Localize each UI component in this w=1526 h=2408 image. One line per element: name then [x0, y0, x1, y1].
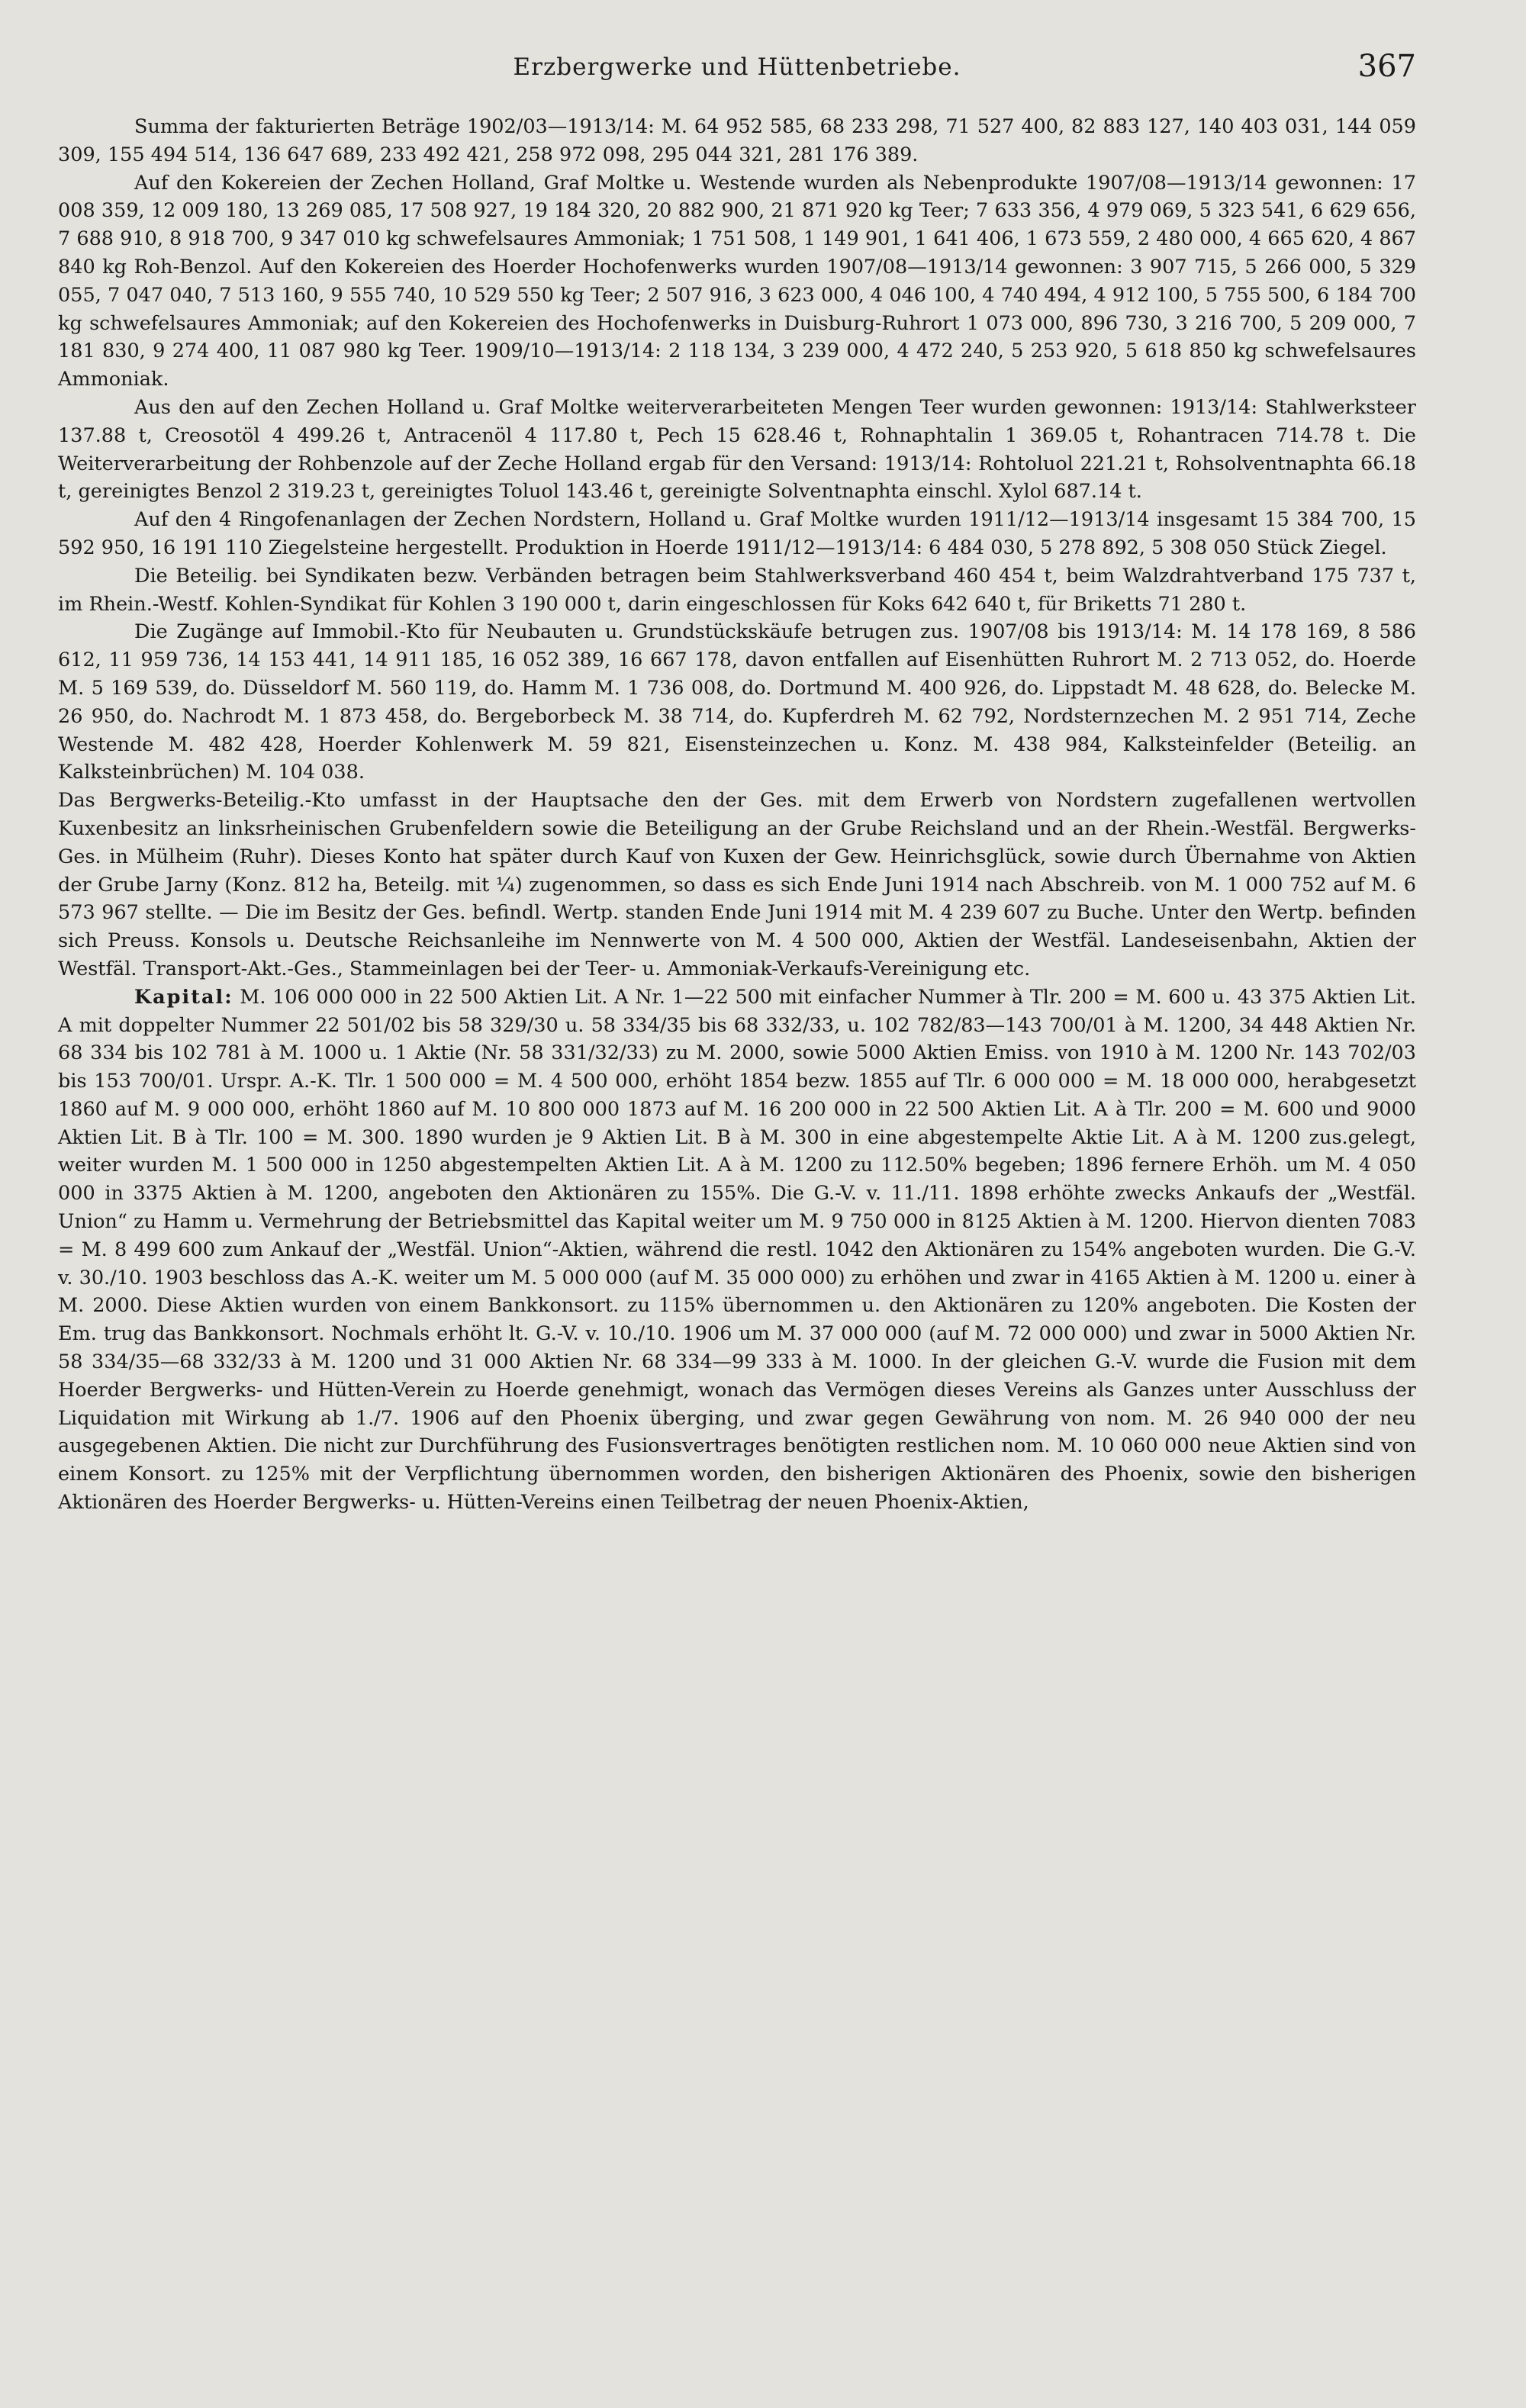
paragraph-bergwerks-beteilig: Das Bergwerks-Beteilig.-Kto umfasst in der Hauptsache den der Ges. mit dem Erwerb von Nordstern zugefallenen wertvollen Kuxenbesitz an linksrheinischen Grubenfeldern sowie die Beteiligung an der Grube Reichsland und an der Rhein.-Westfäl. Bergwerks-Ges. in Mülheim (Ruhr). Dieses Konto hat später durch Kauf von Kuxen der Gew. Heinrichsglück, sowie durch Übernahme von Aktien der Grube Jarny (Konz. 812 ha, Beteilg. mit ¼) zugenommen, so dass es sich Ende Juni 1914 nach Abschreib. von M. 1 000 752 auf M. 6 573 967 stellte. — Die im Besitz der Ges. befindl. Wertp. standen Ende Juni 1914 mit M. 4 239 607 zu Buche. Unter den Wertp. befinden sich Preuss. Konsols u. Deutsche Reichsanleihe im Nennwerte von M. 4 500 000, Aktien der Westfäl. Landeseisenbahn, Aktien der Westfäl. Transport-Akt.-Ges., Stammeinlagen bei der Teer- u. Ammoniak-Verkaufs-Vereinigung etc. [58, 789, 1416, 980]
paragraph-zugaenge-immobil: Die Zugänge auf Immobil.-Kto für Neubauten u. Grundstückskäufe betrugen zus. 1907/08 bis 1913/14: M. 14 178 169, 8 586 612, 11 959 736, 14 153 441, 14 911 185, 16 052 389, 16 667 178, davon entfallen auf Eisenhütten Ruhrort M. 2 713 052, do. Hoerde M. 5 169 539, do. Düsseldorf M. 560 119, do. Hamm M. 1 736 008, do. Dortmund M. 400 926, do. Lippstadt M. 48 628, do. Belecke M. 26 950, do. Nachrodt M. 1 873 458, do. Bergeborbeck M. 38 714, do. Kupferdreh M. 62 792, Nordsternzechen M. 2 951 714, Zeche Westende M. 482 428, Hoerder Kohlenwerk M. 59 821, Eisensteinzechen u. Konz. M. 438 984, Kalksteinfelder (Beteilig. an Kalksteinbrüchen) M. 104 038. [58, 620, 1416, 784]
page-body [58, 113, 1416, 1517]
paragraph-teer-verarbeitung: Aus den auf den Zechen Holland u. Graf Moltke weiterverarbeiteten Mengen Teer wurden gewonnen: 1913/14: Stahlwerksteer 137.88 t, Creosotöl 4 499.26 t, Antracenöl 4 117.80 t, Pech 15 628.46 t, Rohnaphtalin 1 369.05 t, Rohantracen 714.78 t. Die Weiterverarbeitung der Rohbenzole auf der Zeche Holland ergab für den Versand: 1913/14: Rohtoluol 221.21 t, Rohsolventnaphta 66.18 t, gereinigtes Benzol 2 319.23 t, gereinigtes Toluol 143.46 t, gereinigte Solventnaphta einschl. Xylol 687.14 t. [58, 395, 1416, 504]
paragraph-summa: Summa der fakturierten Beträge 1902/03—1913/14: M. 64 952 585, 68 233 298, 71 527 400, 82 883 127, 140 403 031, 144 059 309, 155 494 514, 136 647 689, 233 492 421, 258 972 098, 295 044 321, 281 176 389. [58, 115, 1416, 166]
running-title: Erzbergwerke und Hüttenbetriebe. [513, 53, 961, 81]
paragraph-kokereien: Auf den Kokereien der Zechen Holland, Graf Moltke u. Westende wurden als Nebenprodukte 1907/08—1913/14 gewonnen: 17 008 359, 12 009 180, 13 269 085, 17 508 927, 19 184 320, 20 882 900, 21 871 920 kg Teer; 7 633 356, 4 979 069, 5 323 541, 6 629 656, 7 688 910, 8 918 700, 9 347 010 kg schwefelsaures Ammoniak; 1 751 508, 1 149 901, 1 641 406, 1 673 559, 2 480 000, 4 665 620, 4 867 840 kg Roh-Benzol. Auf den Kokereien des Hoerder Hochofenwerks wurden 1907/08—1913/14 gewonnen: 3 907 715, 5 266 000, 5 329 055, 7 047 040, 7 513 160, 9 555 740, 10 529 550 kg Teer; 2 507 916, 3 623 000, 4 046 100, 4 740 494, 4 912 100, 5 755 500, 6 184 700 kg schwefelsaures Ammoniak; auf den Kokereien des Hochofenwerks in Duisburg-Ruhrort 1 073 000, 896 730, 3 216 700, 5 209 000, 7 181 830, 9 274 400, 11 087 980 kg Teer. 1909/10—1913/14: 2 118 134, 3 239 000, 4 472 240, 5 253 920, 5 618 850 kg schwefelsaures Ammoniak. [58, 171, 1416, 391]
running-header [58, 49, 1416, 95]
paragraph-kapital [58, 983, 1416, 1517]
page-number: 367 [1357, 49, 1416, 84]
kapital-text: M. 106 000 000 in 22 500 Aktien Lit. A Nr. 1—22 500 mit einfacher Nummer à Tlr. 200 = M. 600 u. 43 375 Aktien Lit. A mit doppelter Nummer 22 501/02 bis 58 329/30 u. 58 334/35 bis 68 332/33, u. 102 782/83—143 700/01 à M. 1200, 34 448 Aktien Nr. 68 334 bis 102 781 à M. 1000 u. 1 Aktie (Nr. 58 331/32/33) zu M. 2000, sowie 5000 Aktien Emiss. von 1910 à M. 1200 Nr. 143 702/03 bis 153 700/01. Urspr. A.-K. Tlr. 1 500 000 = M. 4 500 000, erhöht 1854 bezw. 1855 auf Tlr. 6 000 000 = M. 18 000 000, herabgesetzt 1860 auf M. 9 000 000, erhöht 1860 auf M. 10 800 000 1873 auf M. 16 200 000 in 22 500 Aktien Lit. A à Tlr. 200 = M. 600 und 9000 Aktien Lit. B à Tlr. 100 = M. 300. 1890 wurden je 9 Aktien Lit. B à M. 300 in eine abgestempelte Aktie Lit. A à M. 1200 zus.gelegt, weiter wurden M. 1 500 000 in 1250 abgestempelten Aktien Lit. A à M. 1200 zu 112.50% begeben; 1896 fernere Erhöh. um M. 4 050 000 in 3375 Aktien à M. 1200, angeboten den Aktionären zu 155%. Die G.-V. v. 11./11. 1898 erhöhte zwecks Ankaufs der „Westfäl. Union“ zu Hamm u. Vermehrung der Betriebsmittel das Kapital weiter um M. 9 750 000 in 8125 Aktien à M. 1200. Hiervon dienten 7083 = M. 8 499 600 zum Ankauf der „Westfäl. Union“-Aktien, während die restl. 1042 den Aktionären zu 154% angeboten wurden. Die G.-V. v. 30./10. 1903 beschloss das A.-K. weiter um M. 5 000 000 (auf M. 35 000 000) zu erhöhen und zwar in 4165 Aktien à M. 1200 u. einer à M. 2000. Diese Aktien wurden von einem Bankkonsort. zu 115% übernommen u. den Aktionären zu 120% angeboten. Die Kosten der Em. trug das Bankkonsort. Nochmals erhöht lt. G.-V. v. 10./10. 1906 um M. 37 000 000 (auf M. 72 000 000) und zwar in 5000 Aktien Nr. 58 334/35—68 332/33 à M. 1200 und 31 000 Aktien Nr. 68 334—99 333 à M. 1000. In der gleichen G.-V. wurde die Fusion mit dem Hoerder Bergwerks- und Hütten-Verein zu Hoerde genehmigt, wonach das Vermögen dieses Vereins als Ganzes unter Ausschluss der Liquidation mit Wirkung ab 1./7. 1906 auf den Phoenix überging, und zwar gegen Gewährung von nom. M. 26 940 000 der neu ausgegebenen Aktien. Die nicht zur Durchführung des Fusionsvertrages benötigten restlichen nom. M. 10 060 000 neue Aktien sind von einem Konsort. zu 125% mit der Verpflichtung übernommen worden, den bisherigen Aktionären des Phoenix, sowie den bisherigen Aktionären des Hoerder Bergwerks- u. Hütten-Vereins einen Teilbetrag der neuen Phoenix-Aktien, [58, 985, 1416, 1515]
paragraph-ringofen: Auf den 4 Ringofenanlagen der Zechen Nordstern, Holland u. Graf Moltke wurden 1911/12—1913/14 insgesamt 15 384 700, 15 592 950, 16 191 110 Ziegelsteine hergestellt. Produktion in Hoerde 1911/12—1913/14: 6 484 030, 5 278 892, 5 308 050 Stück Ziegel. [58, 508, 1416, 559]
kapital-label: Kapital: [134, 985, 233, 1009]
paragraph-beteiligung-syndikate: Die Beteilig. bei Syndikaten bezw. Verbänden betragen beim Stahlwerksverband 460 454 t, beim Walzdrahtverband 175 737 t, im Rhein.-Westf. Kohlen-Syndikat für Kohlen 3 190 000 t, darin eingeschlossen für Koks 642 640 t, für Briketts 71 280 t. [58, 564, 1416, 616]
